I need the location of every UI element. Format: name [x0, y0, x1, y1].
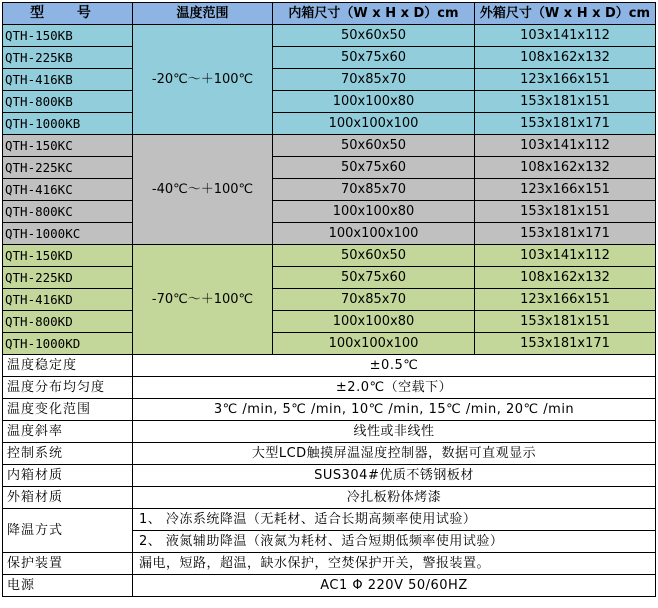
table-row	[3, 135, 656, 157]
model-cell: QTH-150KC	[3, 135, 133, 157]
spec-label: 外箱材质	[3, 487, 133, 509]
model-cell: QTH-800KC	[3, 201, 133, 223]
inner-size-cell: 100x100x80	[273, 91, 475, 113]
model-cell: QTH-1000KC	[3, 223, 133, 245]
spec-value: 3℃ /min, 5℃ /min, 10℃ /min, 15℃ /min, 20℃ /min	[133, 399, 656, 421]
outer-size-cell: 108x162x132	[475, 157, 656, 179]
outer-size-cell: 123x166x151	[475, 179, 656, 201]
inner-size-cell: 100x100x100	[273, 113, 475, 135]
outer-size-cell: 103x141x112	[475, 245, 656, 267]
inner-size-cell: 100x100x80	[273, 311, 475, 333]
table-row	[3, 201, 656, 223]
spec-row-power	[3, 575, 656, 597]
spec-value: 线性或非线性	[133, 421, 656, 443]
spec-label: 温度斜率	[3, 421, 133, 443]
inner-size-cell: 50x60x50	[273, 25, 475, 47]
model-cell: QTH-416KD	[3, 289, 133, 311]
model-cell: QTH-225KD	[3, 267, 133, 289]
spec-row-control	[3, 443, 656, 465]
header-row	[3, 3, 656, 25]
spec-row-uniformity	[3, 377, 656, 399]
spec-row-change-range	[3, 399, 656, 421]
model-cell: QTH-225KC	[3, 157, 133, 179]
table-row	[3, 267, 656, 289]
spec-value: ±0.5℃	[133, 355, 656, 377]
model-cell: QTH-1000KB	[3, 113, 133, 135]
inner-size-cell: 70x85x70	[273, 289, 475, 311]
spec-label: 温度稳定度	[3, 355, 133, 377]
spec-label: 电源	[3, 575, 133, 597]
spec-label: 降温方式	[3, 509, 133, 553]
table-row	[3, 289, 656, 311]
header-inner-size: 内箱尺寸（W x H x D）cm	[273, 3, 475, 25]
spec-label: 温度分布均匀度	[3, 377, 133, 399]
spec-label: 控制系统	[3, 443, 133, 465]
spec-value: SUS304#优质不锈钢板材	[133, 465, 656, 487]
table-row	[3, 179, 656, 201]
inner-size-cell: 70x85x70	[273, 69, 475, 91]
spec-label: 内箱材质	[3, 465, 133, 487]
header-model: 型 号	[3, 3, 133, 25]
model-cell: QTH-225KB	[3, 47, 133, 69]
spec-label: 温度变化范围	[3, 399, 133, 421]
spec-value: ±2.0℃（空载下）	[133, 377, 656, 399]
outer-size-cell: 103x141x112	[475, 135, 656, 157]
spec-value: 大型LCD触摸屏温湿度控制器，数据可直观显示	[133, 443, 656, 465]
inner-size-cell: 70x85x70	[273, 179, 475, 201]
outer-size-cell: 103x141x112	[475, 25, 656, 47]
header-outer-size: 外箱尺寸（W x H x D）cm	[475, 3, 656, 25]
model-cell: QTH-1000KD	[3, 333, 133, 355]
outer-size-cell: 153x181x171	[475, 223, 656, 245]
table-row	[3, 157, 656, 179]
outer-size-cell: 108x162x132	[475, 47, 656, 69]
table-row	[3, 333, 656, 355]
inner-size-cell: 100x100x80	[273, 201, 475, 223]
spec-row-outer-material	[3, 487, 656, 509]
table-row	[3, 223, 656, 245]
table-row	[3, 311, 656, 333]
model-cell: QTH-800KD	[3, 311, 133, 333]
temp-range-cell: -20℃～＋100℃	[133, 25, 273, 135]
inner-size-cell: 50x60x50	[273, 245, 475, 267]
outer-size-cell: 153x181x171	[475, 113, 656, 135]
temp-range-cell: -70℃～＋100℃	[133, 245, 273, 355]
table-row	[3, 245, 656, 267]
outer-size-cell: 153x181x151	[475, 201, 656, 223]
spec-value: 漏电，短路，超温，缺水保护，空焚保护开关，警报装置。	[133, 553, 656, 575]
outer-size-cell: 123x166x151	[475, 289, 656, 311]
inner-size-cell: 100x100x100	[273, 223, 475, 245]
spec-value: 2、 液氮辅助降温（液氮为耗材、适合短期低频率使用试验）	[133, 531, 656, 553]
model-cell: QTH-800KB	[3, 91, 133, 113]
spec-label: 保护装置	[3, 553, 133, 575]
table-row	[3, 25, 656, 47]
spec-value: AC1 Φ 220V 50/60HZ	[133, 575, 656, 597]
temp-range-cell: -40℃～＋100℃	[133, 135, 273, 245]
model-cell: QTH-150KB	[3, 25, 133, 47]
spec-value: 冷扎板粉体烤漆	[133, 487, 656, 509]
inner-size-cell: 50x75x60	[273, 47, 475, 69]
inner-size-cell: 100x100x100	[273, 333, 475, 355]
model-cell: QTH-416KC	[3, 179, 133, 201]
table-row	[3, 69, 656, 91]
table-row	[3, 47, 656, 69]
model-cell: QTH-416KB	[3, 69, 133, 91]
table-row	[3, 91, 656, 113]
outer-size-cell: 153x181x151	[475, 311, 656, 333]
model-cell: QTH-150KD	[3, 245, 133, 267]
spec-row-protection	[3, 553, 656, 575]
outer-size-cell: 153x181x151	[475, 91, 656, 113]
outer-size-cell: 108x162x132	[475, 267, 656, 289]
spec-table	[2, 2, 656, 597]
spec-row-slope	[3, 421, 656, 443]
table-row	[3, 113, 656, 135]
outer-size-cell: 153x181x171	[475, 333, 656, 355]
inner-size-cell: 50x60x50	[273, 135, 475, 157]
spec-row-cooling-1	[3, 509, 656, 531]
spec-row-stability	[3, 355, 656, 377]
inner-size-cell: 50x75x60	[273, 157, 475, 179]
header-temp-range: 温度范围	[133, 3, 273, 25]
spec-value: 1、 冷冻系统降温（无耗材、适合长期高频率使用试验）	[133, 509, 656, 531]
spec-row-inner-material	[3, 465, 656, 487]
inner-size-cell: 50x75x60	[273, 267, 475, 289]
outer-size-cell: 123x166x151	[475, 69, 656, 91]
